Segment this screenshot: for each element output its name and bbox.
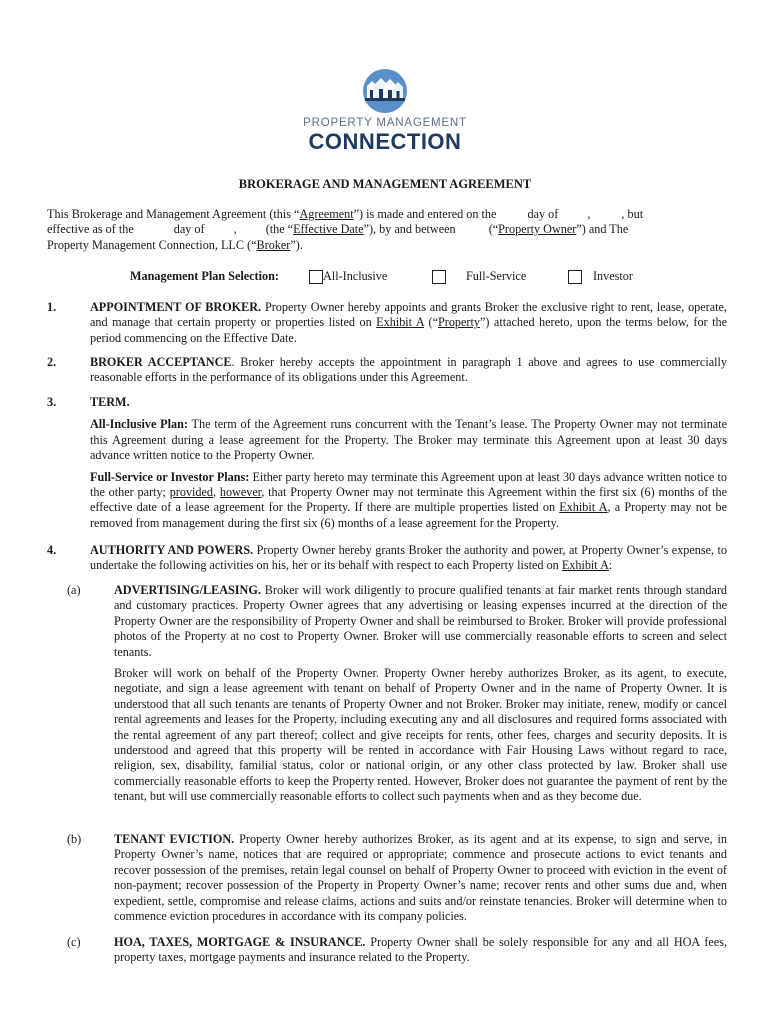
subsection-heading: HOA, TAXES, MORTGAGE & INSURANCE. bbox=[114, 935, 366, 949]
intro-paragraph: This Brokerage and Management Agreement (this “Agreement”) is made and entered on the day of , , but effective as of the day of , (the “Effective Date”), by and between (“Property Owner”) and The Property Management Connection, LLC (“Broker”). bbox=[47, 207, 644, 252]
all-inclusive-checkbox[interactable] bbox=[309, 270, 323, 284]
management-plan-selection bbox=[130, 269, 730, 287]
company-logo bbox=[300, 68, 470, 154]
section-appointment-of-broker: 1. APPOINTMENT OF BROKER. Property Owner hereby appoints and grants Broker the exclusive right to rent, lease, operate, and manage that certain property or properties listed on Exhibit A (“Property”) attached hereto, upon the terms below, for the period commencing on the Effective Date. bbox=[47, 300, 727, 345]
subsection-heading: ADVERTISING/LEASING. bbox=[114, 583, 261, 597]
all-inclusive-label: All-Inclusive bbox=[323, 269, 388, 283]
logo-tagline: PROPERTY MANAGEMENT bbox=[303, 117, 467, 129]
broker-term: Broker bbox=[256, 237, 291, 252]
section-number: 1. bbox=[47, 300, 57, 314]
logo-name: CONNECTION bbox=[308, 129, 462, 154]
section-heading: APPOINTMENT OF BROKER. bbox=[90, 300, 262, 314]
property-owner-term: Property Owner bbox=[498, 222, 577, 237]
subsection-tenant-eviction: (b) TENANT EVICTION. Property Owner hereby authorizes Broker, as its agent and at its expense, to sign and serve, in Property Owner’s name, notices that are required or appropriate; commence and prosecute actions to evict tenants and recover possession of the premises, retain legal counsel on behalf of Property Owner to proceed with eviction in the event of non-payment; recover possession of the Property in Property Owner’s name; recover rents and other sums due and, when expedient, settle, compromise and release claims, actions and suits and/or reinstate tenancies. Broker will determine when to commence eviction procedures in accordance with its company policies. bbox=[67, 832, 727, 924]
subsection-advertising-leasing: (a) ADVERTISING/LEASING. Broker will work diligently to procure qualified tenants at fair market rents through standard and customary practices. Property Owner agrees that any advertising or leasing expenses incurred at the direction of the Property Owner are the responsibility of Property Owner and shall be reimbursed to Broker. Broker will provide professional photos of the Property at no cost to Property Owner. Broker will use commercially reasonable efforts to screen and select tenants. Broker will work on behalf of the Property Owner. Property Owner hereby authorizes Broker, as its agent, to execute, negotiate, and sign a lease agreement with tenant on behalf of Property Owner and in the name of Property Owner. It is understood that all such tenants are tenants of Property Owner and not Broker. Broker may initiate, renew, modify or cancel rental agreements and leases for the Property, including executing any and all disclosures and required forms associated with the rental agreement of any part thereof; collect and give receipts for rents, other fees, charges and security deposits. It is understood and agreed that this property will be rented in accordance with Fair Housing Laws without regard to race, religion, sex, disability, familial status, color or national origin, or any other class protected by law. Broker shall use commercially reasonable efforts to keep the Property rented. However, Broker does not guarantee the payment of rent by the tenant, but will use commercially reasonable efforts to collect such payments when and as they become due. bbox=[67, 583, 727, 804]
section-term bbox=[47, 395, 727, 537]
subsection-letter: (a) bbox=[67, 583, 81, 597]
subsection-heading: TENANT EVICTION. bbox=[114, 832, 235, 846]
subsection-letter: (b) bbox=[67, 832, 82, 846]
plan-selection-label: Management Plan Selection: bbox=[130, 269, 279, 283]
investor-label: Investor bbox=[593, 269, 633, 283]
subsection-letter: (c) bbox=[67, 935, 81, 949]
investor-checkbox[interactable] bbox=[568, 270, 582, 284]
all-inclusive-plan-paragraph: All-Inclusive Plan: The term of the Agreement runs concurrent with the Tenant’s lease. The Property Owner may not terminate this Agreement during a lease agreement for the Property. The Broker may terminate this Agreement upon at least 30 days advance written notice to the Property Owner. bbox=[90, 417, 727, 463]
full-service-investor-paragraph: Full-Service or Investor Plans: Either party hereto may terminate this Agreement upon at least 30 days advance written notice to the other party; provided, however, that Property Owner may not terminate this Agreement within the first six (6) months of the effective date of a lease agreement for the Property. If there are multiple properties listed on Exhibit A, a Property may not be removed from management during the first six (6) months of a lease agreement for the Property. bbox=[90, 469, 727, 530]
effective-date-term: Effective Date bbox=[293, 222, 364, 237]
full-service-checkbox[interactable] bbox=[432, 270, 446, 284]
section-authority-and-powers: 4. AUTHORITY AND POWERS. Property Owner hereby grants Broker the authority and power, at Property Owner’s expense, to undertake the following activities on his, her or its behalf with respect to each Property listed on Exhibit A: bbox=[47, 543, 728, 573]
agreement-term: Agreement bbox=[299, 207, 354, 221]
exhibit-a-reference: Exhibit A bbox=[561, 558, 609, 573]
section-broker-acceptance: 2. BROKER ACCEPTANCE. Broker hereby accepts the appointment in paragraph 1 above and agrees to use commercially reasonable efforts in the performance of its obligations under this Agreement. bbox=[47, 355, 727, 385]
section-number: 2. bbox=[47, 355, 57, 369]
exhibit-a-reference: Exhibit A bbox=[376, 315, 425, 330]
section-heading: AUTHORITY AND POWERS. bbox=[90, 543, 254, 557]
full-service-label: Full-Service bbox=[466, 269, 527, 283]
section-number: 3. bbox=[47, 395, 57, 409]
section-heading: TERM. bbox=[90, 395, 130, 409]
houses-emblem-icon bbox=[362, 68, 408, 114]
document-title: BROKERAGE AND MANAGEMENT AGREEMENT bbox=[238, 177, 532, 191]
section-heading: BROKER ACCEPTANCE bbox=[90, 355, 232, 369]
section-number: 4. bbox=[47, 543, 57, 557]
subsection-hoa-taxes-mortgage-insurance: (c) HOA, TAXES, MORTGAGE & INSURANCE. Property Owner shall be solely responsible for any and all HOA fees, property taxes, mortgage payments and insurance related to the Property. bbox=[67, 935, 727, 965]
